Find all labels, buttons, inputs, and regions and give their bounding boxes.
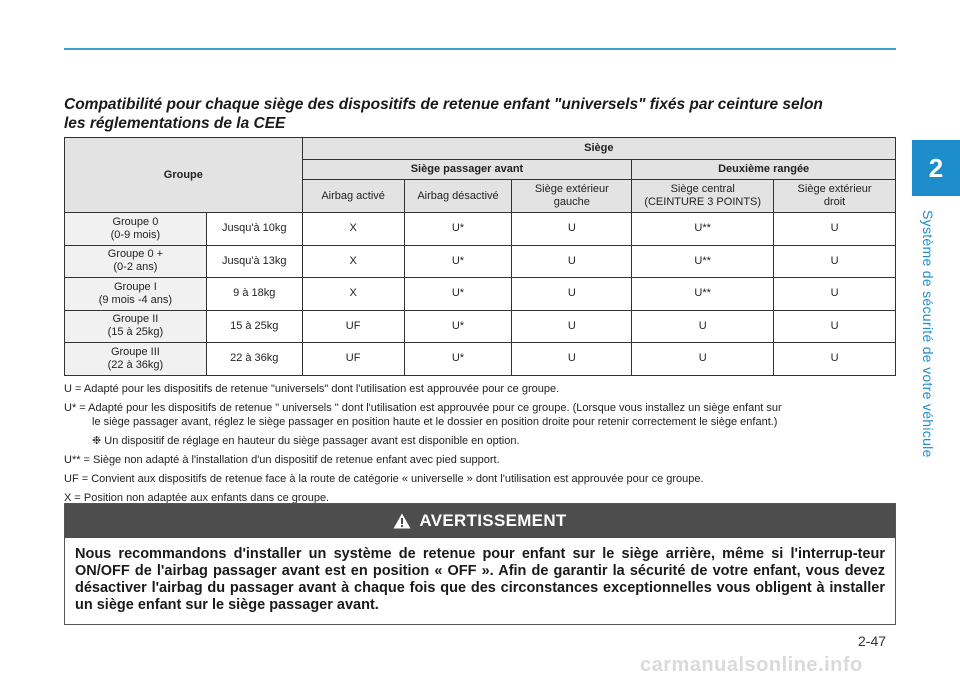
watermark: carmanualsonline.info bbox=[640, 654, 863, 676]
value-cell: U bbox=[512, 278, 632, 311]
value-cell: U* bbox=[404, 213, 512, 246]
value-cell: UF bbox=[302, 310, 404, 343]
value-cell: U* bbox=[404, 343, 512, 376]
value-cell: U** bbox=[632, 278, 774, 311]
group-name: Groupe 0 bbox=[112, 215, 159, 228]
note-uf: UF = Convient aux dispositifs de retenue face à la route de catégorie « universelle » dont l'utilisation est approuvée pour ce groupe. bbox=[64, 473, 704, 485]
section-title-line2: les réglementations de la CEE bbox=[64, 115, 286, 132]
group-cell bbox=[65, 245, 207, 278]
section-title-line1: Compatibilité pour chaque siège des dispositifs de retenue enfant "universels" fixés par ceinture selon bbox=[64, 96, 823, 113]
weight-cell: 9 à 18kg bbox=[206, 278, 302, 311]
group-range: (0-9 mois) bbox=[110, 228, 161, 241]
page-number: 2-47 bbox=[858, 633, 887, 649]
header-right-outer-l2: droit bbox=[823, 196, 846, 208]
warning-header bbox=[65, 504, 895, 538]
compatibility-table bbox=[64, 137, 896, 376]
note-x: X = Position non adaptée aux enfants dans ce groupe. bbox=[64, 492, 330, 504]
value-cell: X bbox=[302, 213, 404, 246]
group-name: Groupe II bbox=[112, 313, 159, 326]
top-rule bbox=[64, 48, 896, 50]
value-cell: U bbox=[774, 343, 896, 376]
value-cell: U bbox=[512, 310, 632, 343]
warning-body: Nous recommandons d'installer un système de retenue pour enfant sur le siège arrière, même si l'interrup-teur ON/OFF de l'airbag passager avant est en position « OFF ». Afin de garantir la sécurité de votre enfant, vous devez désactiver l'airbag du passager avant à chaque fois que des circonstances exceptionnelles vous obligent à installer un siège enfant sur le siège passager avant. bbox=[75, 546, 885, 613]
header-left-outer bbox=[512, 180, 632, 213]
note-u-star: U* = Adapté pour les dispositifs de retenue " universels " dont l'utilisation est approuvée pour ce groupe. (Lorsque vous installez un siège enfant sur bbox=[64, 402, 782, 414]
header-airbag-off: Airbag désactivé bbox=[404, 180, 512, 213]
chapter-number: 2 bbox=[928, 152, 944, 183]
header-right-outer-l1: Siège extérieur bbox=[797, 183, 872, 195]
weight-cell: 15 à 25kg bbox=[206, 310, 302, 343]
header-center bbox=[632, 180, 774, 213]
table-row bbox=[65, 343, 896, 376]
note-u-star-option: ❉ Un dispositif de réglage en hauteur du siège passager avant est disponible en option. bbox=[92, 435, 520, 447]
value-cell: U bbox=[512, 213, 632, 246]
value-cell: U bbox=[512, 245, 632, 278]
header-left-outer-l2: gauche bbox=[553, 196, 590, 208]
header-left-outer-l1: Siège extérieur bbox=[534, 183, 609, 195]
group-name: Groupe 0 + bbox=[107, 248, 164, 261]
section-title bbox=[64, 95, 864, 133]
note-u-double-star: U** = Siège non adapté à l'installation d'un dispositif de retenue enfant avec pied support. bbox=[64, 454, 500, 466]
table-row bbox=[65, 278, 896, 311]
value-cell: X bbox=[302, 278, 404, 311]
note-u-star-continued: le siège passager avant, réglez le siège passager en position haute et le dossier en position droite pour retenir correctement le siège enfant.) bbox=[92, 416, 778, 428]
chapter-tab bbox=[912, 140, 960, 196]
value-cell: U** bbox=[632, 245, 774, 278]
warning-triangle-icon bbox=[393, 513, 411, 529]
value-cell: U bbox=[774, 245, 896, 278]
value-cell: UF bbox=[302, 343, 404, 376]
group-cell bbox=[65, 213, 207, 246]
chapter-title: Système de sécurité de votre véhicule bbox=[920, 210, 936, 458]
header-airbag-on: Airbag activé bbox=[302, 180, 404, 213]
value-cell: U bbox=[632, 343, 774, 376]
value-cell: U bbox=[774, 278, 896, 311]
header-front-seat: Siège passager avant bbox=[302, 160, 632, 180]
warning-box bbox=[64, 503, 896, 625]
value-cell: X bbox=[302, 245, 404, 278]
group-cell bbox=[65, 343, 207, 376]
value-cell: U* bbox=[404, 245, 512, 278]
header-center-l2: (CEINTURE 3 POINTS) bbox=[644, 196, 762, 208]
header-second-row: Deuxième rangée bbox=[632, 160, 896, 180]
group-name: Groupe I bbox=[113, 280, 157, 293]
group-range: (0-2 ans) bbox=[113, 261, 158, 274]
group-name: Groupe III bbox=[110, 345, 160, 358]
group-cell bbox=[65, 278, 207, 311]
weight-cell: Jusqu'à 10kg bbox=[206, 213, 302, 246]
value-cell: U bbox=[512, 343, 632, 376]
header-groupe: Groupe bbox=[65, 138, 303, 213]
value-cell: U bbox=[632, 310, 774, 343]
table-row bbox=[65, 213, 896, 246]
group-range: (15 à 25kg) bbox=[107, 326, 164, 339]
header-right-outer bbox=[774, 180, 896, 213]
header-center-l1: Siège central bbox=[670, 183, 735, 195]
warning-title: AVERTISSEMENT bbox=[419, 511, 567, 530]
legend-notes bbox=[64, 381, 904, 506]
table-row bbox=[65, 245, 896, 278]
header-siege: Siège bbox=[302, 138, 895, 160]
weight-cell: Jusqu'à 13kg bbox=[206, 245, 302, 278]
group-range: (22 à 36kg) bbox=[107, 358, 164, 371]
value-cell: U* bbox=[404, 310, 512, 343]
table-row bbox=[65, 310, 896, 343]
value-cell: U** bbox=[632, 213, 774, 246]
value-cell: U bbox=[774, 213, 896, 246]
group-cell bbox=[65, 310, 207, 343]
value-cell: U bbox=[774, 310, 896, 343]
weight-cell: 22 à 36kg bbox=[206, 343, 302, 376]
note-u: U = Adapté pour les dispositifs de retenue "universels" dont l'utilisation est approuvée pour ce groupe. bbox=[64, 383, 560, 395]
value-cell: U* bbox=[404, 278, 512, 311]
group-range: (9 mois -4 ans) bbox=[98, 293, 173, 306]
